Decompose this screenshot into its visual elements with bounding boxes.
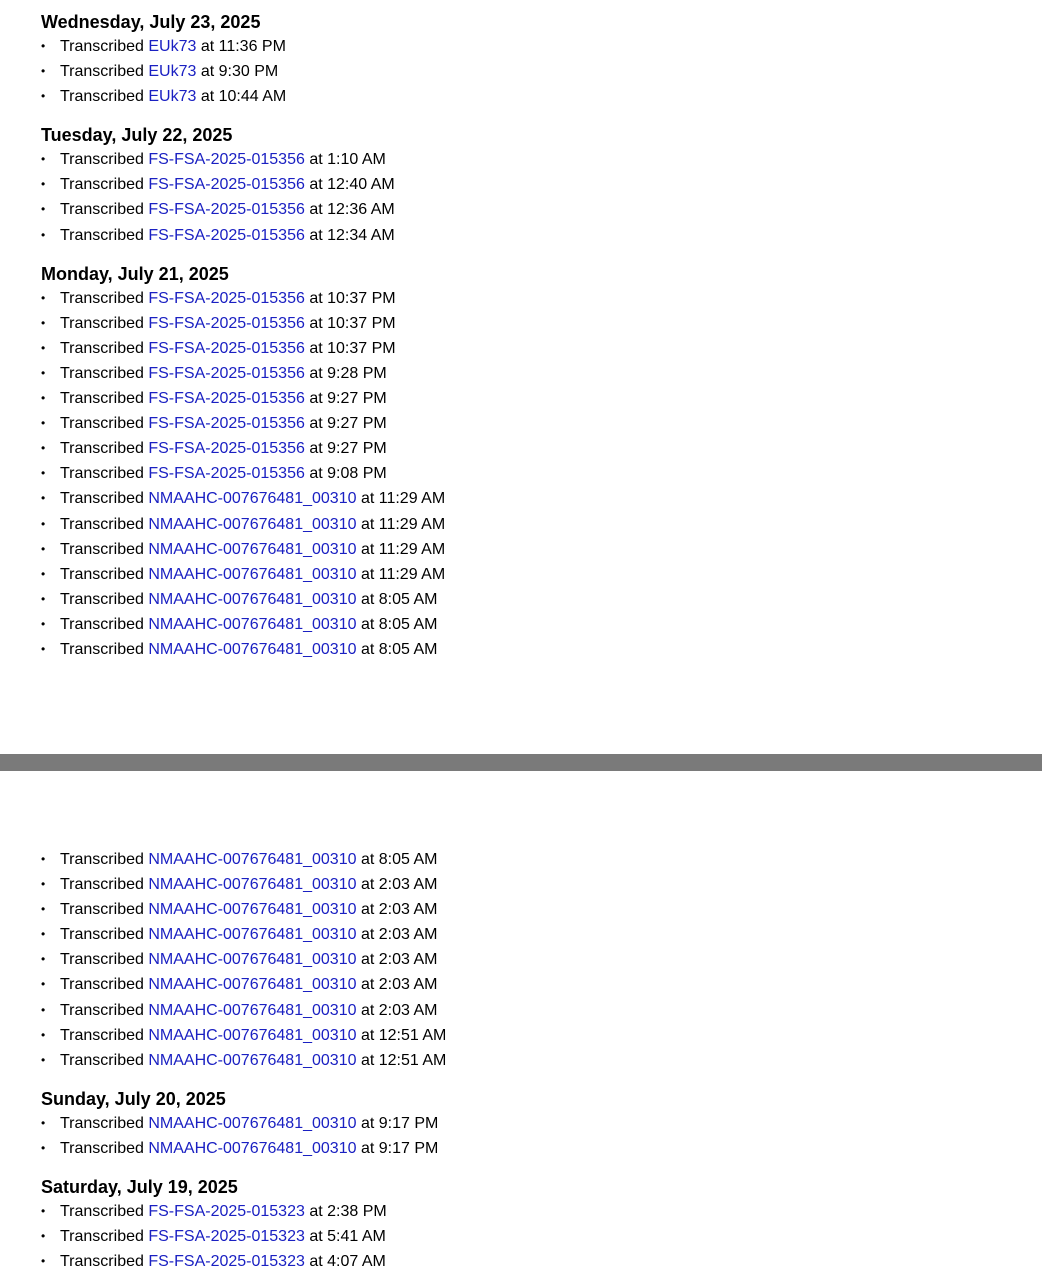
entry-time: 11:29 AM — [378, 540, 446, 558]
bullet-icon: • — [41, 290, 46, 305]
bullet-icon: • — [41, 541, 46, 556]
item-link[interactable]: FS-FSA-2025-015356 — [148, 201, 305, 219]
entry-at: at — [360, 515, 375, 533]
bullet-icon: • — [41, 64, 46, 79]
item-link[interactable]: NMAAHC-007676481_00310 — [148, 1026, 357, 1044]
item-link[interactable]: NMAAHC-007676481_00310 — [148, 1114, 357, 1132]
entry-time: 9:30 PM — [218, 63, 279, 81]
item-link[interactable]: FS-FSA-2025-015323 — [148, 1228, 305, 1246]
list-item — [41, 59, 445, 84]
list-item — [41, 512, 445, 537]
list-item — [41, 922, 446, 947]
entry-verb: Transcribed — [60, 201, 144, 219]
bullet-icon: • — [41, 466, 46, 481]
list-item — [41, 947, 446, 972]
item-link[interactable]: NMAAHC-007676481_00310 — [148, 851, 357, 868]
entry-verb: Transcribed — [60, 289, 144, 307]
item-link[interactable]: NMAAHC-007676481_00310 — [148, 951, 357, 969]
entry-verb: Transcribed — [60, 926, 144, 944]
entry-time: 8:05 AM — [378, 851, 438, 868]
entry-at: at — [360, 901, 375, 919]
entry-verb: Transcribed — [60, 565, 144, 583]
entry-time: 10:37 PM — [327, 339, 396, 357]
list-item — [41, 1048, 446, 1073]
list-item — [41, 147, 445, 172]
list-item — [41, 336, 445, 361]
bullet-icon: • — [41, 1002, 46, 1017]
entry-verb: Transcribed — [60, 226, 144, 244]
item-link[interactable]: NMAAHC-007676481_00310 — [148, 615, 357, 633]
entry-at: at — [360, 876, 375, 894]
entry-at: at — [309, 415, 323, 433]
list-item — [41, 998, 446, 1023]
bullet-icon: • — [41, 927, 46, 942]
bullet-icon: • — [41, 391, 46, 406]
day-heading: Saturday, July 19, 2025 — [41, 1177, 238, 1198]
list-item — [41, 537, 445, 562]
bullet-icon: • — [41, 952, 46, 967]
entry-time: 2:03 AM — [378, 926, 438, 944]
list-item — [41, 872, 446, 897]
entry-at: at — [309, 339, 323, 357]
bullet-icon: • — [41, 89, 46, 104]
bullet-icon: • — [41, 315, 46, 330]
entry-at: at — [360, 1026, 375, 1044]
entry-time: 9:17 PM — [378, 1114, 439, 1132]
entry-at: at — [360, 1114, 375, 1132]
list-item — [41, 197, 445, 222]
bullet-icon: • — [41, 202, 46, 217]
item-link[interactable]: FS-FSA-2025-015323 — [148, 1203, 305, 1221]
list-item — [41, 897, 446, 922]
entry-time: 10:37 PM — [327, 289, 396, 307]
item-link[interactable]: FS-FSA-2025-015356 — [148, 314, 305, 332]
list-item — [41, 1199, 446, 1224]
item-link[interactable]: FS-FSA-2025-015356 — [148, 465, 305, 483]
entry-time: 2:38 PM — [327, 1203, 387, 1221]
item-link[interactable]: NMAAHC-007676481_00310 — [148, 565, 357, 583]
entry-verb: Transcribed — [60, 976, 144, 994]
list-item — [41, 172, 445, 197]
list-item — [41, 84, 445, 109]
item-link[interactable]: NMAAHC-007676481_00310 — [148, 515, 357, 533]
day-heading: Tuesday, July 22, 2025 — [41, 125, 233, 146]
list-item — [41, 286, 445, 311]
list-item — [41, 587, 445, 612]
bullet-icon: • — [41, 416, 46, 431]
bullet-icon: • — [41, 1115, 46, 1130]
entry-verb: Transcribed — [60, 490, 144, 508]
entry-verb: Transcribed — [60, 176, 144, 194]
bullet-icon: • — [41, 516, 46, 531]
entry-at: at — [309, 176, 323, 194]
bullet-icon: • — [41, 177, 46, 192]
entry-verb: Transcribed — [60, 390, 144, 408]
entry-time: 8:05 AM — [378, 615, 438, 633]
page-bottom — [0, 771, 1042, 1280]
entry-at: at — [200, 63, 215, 81]
entry-time: 9:27 PM — [327, 390, 387, 408]
entry-verb: Transcribed — [60, 515, 144, 533]
entry-verb: Transcribed — [60, 465, 144, 483]
entry-verb: Transcribed — [60, 339, 144, 357]
entry-list — [41, 1111, 446, 1161]
entry-list — [41, 147, 445, 247]
item-link[interactable]: FS-FSA-2025-015356 — [148, 364, 305, 382]
bullet-icon: • — [41, 977, 46, 992]
entry-at: at — [360, 540, 375, 558]
bullet-icon: • — [41, 902, 46, 917]
entry-verb: Transcribed — [60, 540, 144, 558]
bullet-icon: • — [41, 441, 46, 456]
bullet-icon: • — [41, 152, 46, 167]
item-link[interactable]: FS-FSA-2025-015356 — [148, 415, 305, 433]
entry-at: at — [309, 1253, 323, 1271]
list-item — [41, 1224, 446, 1249]
item-link[interactable]: NMAAHC-007676481_00310 — [148, 590, 357, 608]
list-item — [41, 223, 445, 248]
entry-time: 12:36 AM — [327, 201, 395, 219]
entry-time: 2:03 AM — [378, 876, 438, 894]
list-item — [41, 1111, 446, 1136]
entry-at: at — [360, 615, 375, 633]
list-item — [41, 637, 445, 662]
item-link[interactable]: FS-FSA-2025-015356 — [148, 176, 305, 194]
bullet-icon: • — [41, 1254, 46, 1269]
entry-time: 11:36 PM — [218, 38, 286, 55]
item-link[interactable]: EUk73 — [148, 88, 197, 106]
day-group — [41, 262, 445, 662]
entry-time: 9:17 PM — [378, 1139, 439, 1157]
entry-time: 12:40 AM — [327, 176, 395, 194]
entry-list — [41, 286, 445, 662]
entry-at: at — [309, 226, 323, 244]
item-link[interactable]: FS-FSA-2025-015356 — [148, 390, 305, 408]
entry-at: at — [309, 1203, 323, 1221]
item-link[interactable]: NMAAHC-007676481_00310 — [148, 976, 357, 994]
item-link[interactable]: EUk73 — [148, 63, 197, 81]
entry-time: 8:05 AM — [378, 640, 438, 658]
bullet-icon: • — [41, 1229, 46, 1244]
bullet-icon: • — [41, 491, 46, 506]
entry-at: at — [360, 851, 375, 868]
bullet-icon: • — [41, 1204, 46, 1219]
entry-verb: Transcribed — [60, 440, 144, 458]
item-link[interactable]: NMAAHC-007676481_00310 — [148, 876, 357, 894]
entry-at: at — [360, 1051, 375, 1069]
bullet-icon: • — [41, 365, 46, 380]
bullet-icon: • — [41, 616, 46, 631]
entry-verb: Transcribed — [60, 314, 144, 332]
entry-verb: Transcribed — [60, 364, 144, 382]
entry-time: 8:05 AM — [378, 590, 438, 608]
entry-at: at — [309, 465, 323, 483]
bullet-icon: • — [41, 641, 46, 656]
activity-list — [41, 847, 446, 1288]
entry-verb: Transcribed — [60, 1026, 144, 1044]
item-link[interactable]: NMAAHC-007676481_00310 — [148, 640, 357, 658]
item-link[interactable]: NMAAHC-007676481_00310 — [148, 1051, 357, 1069]
day-group — [41, 123, 445, 247]
entry-at: at — [309, 151, 323, 169]
entry-time: 10:44 AM — [218, 88, 287, 106]
day-group — [41, 1087, 446, 1161]
list-item — [41, 361, 445, 386]
entry-time: 4:07 AM — [327, 1253, 386, 1271]
entry-at: at — [200, 88, 215, 106]
entry-time: 2:03 AM — [378, 976, 438, 994]
entry-at: at — [360, 926, 375, 944]
item-link[interactable]: NMAAHC-007676481_00310 — [148, 901, 357, 919]
item-link[interactable]: NMAAHC-007676481_00310 — [148, 926, 357, 944]
item-link[interactable]: NMAAHC-007676481_00310 — [148, 540, 357, 558]
entry-verb: Transcribed — [60, 1001, 144, 1019]
item-link[interactable]: FS-FSA-2025-015356 — [148, 151, 305, 169]
entry-time: 12:51 AM — [378, 1026, 447, 1044]
entry-list — [41, 1199, 446, 1274]
entry-verb: Transcribed — [60, 1253, 144, 1271]
bullet-icon: • — [41, 1027, 46, 1042]
list-item — [41, 311, 445, 336]
bullet-icon: • — [41, 591, 46, 606]
page-divider — [0, 754, 1042, 771]
entry-time: 9:08 PM — [327, 465, 387, 483]
bullet-icon: • — [41, 877, 46, 892]
item-link[interactable]: NMAAHC-007676481_00310 — [148, 1139, 357, 1157]
entry-verb: Transcribed — [60, 38, 144, 55]
entry-time: 10:37 PM — [327, 314, 396, 332]
entry-verb: Transcribed — [60, 1139, 144, 1157]
entry-at: at — [360, 640, 375, 658]
entry-time: 11:29 AM — [378, 515, 446, 533]
bullet-icon: • — [41, 1052, 46, 1067]
entry-time: 5:41 AM — [327, 1228, 386, 1246]
item-link[interactable]: FS-FSA-2025-015356 — [148, 226, 305, 244]
list-item — [41, 972, 446, 997]
item-link[interactable]: NMAAHC-007676481_00310 — [148, 1001, 357, 1019]
bullet-icon: • — [41, 566, 46, 581]
entry-at: at — [309, 440, 323, 458]
entry-verb: Transcribed — [60, 640, 144, 658]
list-item — [41, 1136, 446, 1161]
item-link[interactable]: FS-FSA-2025-015356 — [148, 440, 305, 458]
entry-at: at — [360, 976, 375, 994]
entry-verb: Transcribed — [60, 63, 144, 81]
entry-at: at — [309, 390, 323, 408]
entry-at: at — [360, 951, 375, 969]
entry-time: 2:03 AM — [378, 901, 438, 919]
entry-verb: Transcribed — [60, 1051, 144, 1069]
list-item — [41, 562, 445, 587]
bullet-icon: • — [41, 852, 46, 866]
entry-at: at — [360, 565, 375, 583]
entry-at: at — [360, 1001, 375, 1019]
bullet-icon: • — [41, 1140, 46, 1155]
entry-time: 9:27 PM — [327, 440, 387, 458]
list-item — [41, 612, 445, 637]
entry-list — [41, 34, 445, 109]
entry-verb: Transcribed — [60, 876, 144, 894]
entry-at: at — [309, 289, 323, 307]
entry-verb: Transcribed — [60, 151, 144, 169]
entry-time: 11:29 AM — [378, 565, 446, 583]
entry-verb: Transcribed — [60, 951, 144, 969]
entry-at: at — [309, 364, 323, 382]
list-item — [41, 436, 445, 461]
list-item — [41, 486, 445, 511]
entry-at: at — [309, 201, 323, 219]
entry-verb: Transcribed — [60, 851, 144, 868]
list-item — [41, 34, 445, 59]
entry-time: 2:03 AM — [378, 951, 438, 969]
day-heading: Monday, July 21, 2025 — [41, 263, 229, 284]
entry-time: 2:03 AM — [378, 1001, 438, 1019]
entry-time: 11:29 AM — [378, 490, 446, 508]
entry-time: 9:27 PM — [327, 415, 387, 433]
entry-time: 12:34 AM — [327, 226, 395, 244]
entry-verb: Transcribed — [60, 415, 144, 433]
bullet-icon: • — [41, 340, 46, 355]
list-item — [41, 386, 445, 411]
entry-time: 12:51 AM — [378, 1051, 447, 1069]
list-item — [41, 1249, 446, 1274]
item-link[interactable]: FS-FSA-2025-015356 — [148, 339, 305, 357]
day-group — [41, 1175, 446, 1274]
entry-at: at — [360, 490, 375, 508]
activity-list — [41, 10, 445, 676]
list-item — [41, 1023, 446, 1048]
entry-verb: Transcribed — [60, 1114, 144, 1132]
item-link[interactable]: NMAAHC-007676481_00310 — [148, 490, 357, 508]
entry-at: at — [200, 38, 215, 55]
day-heading: Sunday, July 20, 2025 — [41, 1088, 226, 1109]
item-link[interactable]: FS-FSA-2025-015323 — [148, 1253, 305, 1271]
entry-verb: Transcribed — [60, 615, 144, 633]
list-item — [41, 461, 445, 486]
entry-verb: Transcribed — [60, 901, 144, 919]
entry-at: at — [360, 1139, 375, 1157]
bullet-icon: • — [41, 227, 46, 242]
day-group — [41, 847, 446, 1073]
bullet-icon: • — [41, 39, 46, 53]
entry-list — [41, 847, 446, 1073]
entry-verb: Transcribed — [60, 590, 144, 608]
day-group — [41, 10, 445, 109]
list-item — [41, 847, 446, 872]
entry-time: 1:10 AM — [327, 151, 386, 169]
item-link[interactable]: EUk73 — [148, 38, 197, 55]
entry-at: at — [309, 1228, 323, 1246]
entry-at: at — [309, 314, 323, 332]
list-item — [41, 411, 445, 436]
entry-at: at — [360, 590, 375, 608]
entry-verb: Transcribed — [60, 88, 144, 106]
entry-time: 9:28 PM — [327, 364, 387, 382]
entry-verb: Transcribed — [60, 1228, 144, 1246]
day-heading: Wednesday, July 23, 2025 — [41, 12, 261, 32]
item-link[interactable]: FS-FSA-2025-015356 — [148, 289, 305, 307]
entry-verb: Transcribed — [60, 1203, 144, 1221]
